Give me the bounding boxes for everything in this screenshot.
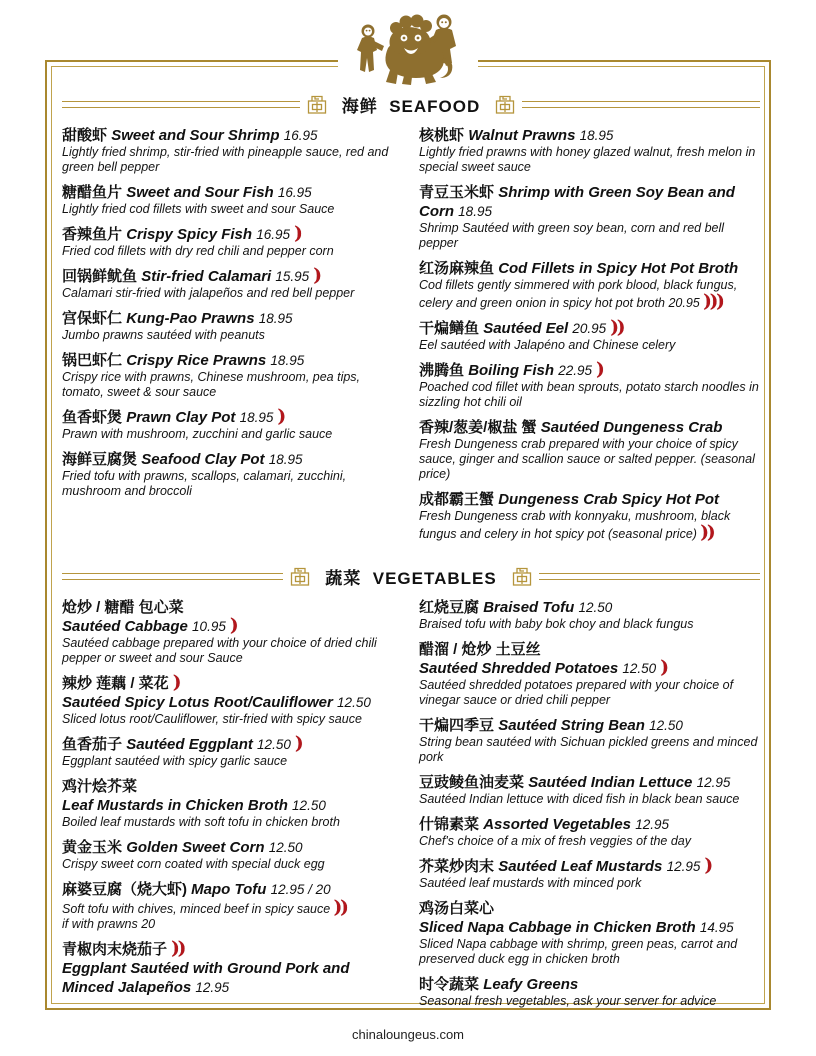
dish-title: [62, 351, 403, 370]
dish-name-en: Sautéed Cabbage: [62, 618, 188, 635]
dish-title: [419, 361, 760, 380]
menu-item: [62, 880, 403, 932]
dish-name-zh: 干煸四季豆: [419, 717, 495, 734]
dish-price: 18.95: [258, 311, 293, 326]
dish-price: 16.95: [283, 128, 318, 143]
lattice-ornament-icon: [511, 567, 533, 587]
dish-price: 12.95: [635, 817, 669, 832]
menu-item: [419, 716, 760, 765]
dish-name-zh: 黄金玉米: [62, 839, 123, 856]
dish-name-en: Sautéed Spicy Lotus Root/Cauliflower: [62, 694, 333, 711]
menu-column: [419, 126, 760, 550]
dish-name-zh: 锅巴虾仁: [62, 352, 123, 369]
section-header: [62, 564, 760, 589]
chili-pepper-icon: ): [596, 359, 603, 380]
dish-title: [419, 418, 760, 437]
dish-price: 14.95: [699, 920, 734, 935]
dish-name-en: Sweet and Sour Shrimp: [111, 127, 280, 144]
dish-title: [62, 735, 403, 754]
dish-name-zh: 麻婆豆腐（烧大虾): [62, 881, 187, 898]
dish-price: 12.95: [696, 775, 731, 790]
section-seafood: [62, 92, 760, 550]
dish-description: Lightly fried cod fillets with sweet and sour Sauce: [62, 202, 335, 216]
dish-name-en: Golden Sweet Corn: [126, 839, 265, 856]
chili-pepper-icon: ): [313, 265, 320, 286]
dish-name-en: Kung-Pao Prawns: [126, 310, 255, 327]
dish-name-zh: 青豆玉米虾: [419, 184, 495, 201]
section-title: 蔬菜 VEGETABLES: [325, 569, 497, 588]
dish-title-en-line: [62, 796, 403, 815]
dish-title: [62, 225, 403, 244]
dish-name-en: Crispy Rice Prawns: [126, 352, 267, 369]
chili-pepper-icon: ))): [703, 291, 723, 312]
section-columns: [62, 598, 760, 1017]
dish-title: [419, 598, 760, 617]
dish-price: 22.95: [558, 363, 592, 378]
menu-item: [419, 975, 760, 1009]
dish-name-en: Leaf Mustards in Chicken Broth: [62, 797, 288, 814]
menu-item: [62, 225, 403, 259]
dish-description: Sautéed Indian lettuce with diced fish in black bean sauce: [419, 792, 740, 806]
dish-description: Sliced lotus root/Cauliflower, stir-fried with spicy sauce: [62, 712, 362, 726]
chili-pepper-icon: ): [660, 657, 667, 678]
dish-name-zh: 豆豉鲮鱼油麦菜: [419, 774, 525, 791]
menu-item: [419, 126, 760, 175]
dish-price: 12.50: [337, 695, 371, 710]
dish-price: 18.95: [458, 204, 492, 219]
menu-item: [62, 450, 403, 499]
dish-name-en: Sautéed Leaf Mustards: [498, 858, 663, 875]
menu-item: [419, 815, 760, 849]
dish-description: Sautéed shredded potatoes prepared with your choice of vinegar sauce or dried chili pepper: [419, 678, 734, 707]
dish-description: Sautéed leaf mustards with minced pork: [419, 876, 642, 890]
menu-column: [419, 598, 760, 1017]
dish-name-zh: 宫保虾仁: [62, 310, 123, 327]
dish-title-en-line: [62, 959, 403, 997]
dish-price: 18.95: [270, 353, 305, 368]
dish-description: Chef's choice of a mix of fresh veggies of the day: [419, 834, 691, 848]
dish-name-zh: 干煸鳝鱼: [419, 320, 480, 337]
dish-title-zh-line: [62, 777, 403, 796]
menu-sections: [62, 92, 760, 1031]
dish-description: Shrimp Sautéed with green soy bean, corn and red bell pepper: [419, 221, 725, 250]
dish-title: [419, 716, 760, 735]
menu-item: [419, 361, 760, 410]
dish-name-en: Stir-fried Calamari: [141, 268, 272, 285]
menu-item: [419, 259, 760, 311]
menu-item: [419, 640, 760, 708]
menu-item: [419, 490, 760, 542]
dish-description: Crispy sweet corn coated with special duck egg: [62, 857, 325, 871]
dish-description: Seasonal fresh vegetables, ask your server for advice: [419, 994, 717, 1008]
dish-price: 16.95: [256, 227, 291, 242]
dish-price: 12.95: [666, 859, 701, 874]
dish-description: Lightly fried prawns with honey glazed walnut, fresh melon in special sweet sauce: [419, 145, 756, 174]
dish-name-en: Assorted Vegetables: [483, 816, 632, 833]
dish-description: Braised tofu with baby bok choy and black fungus: [419, 617, 694, 631]
header-double-rule: [539, 573, 760, 580]
dish-title-zh-line: [419, 899, 760, 918]
dish-name-en: Eggplant Sautéed with Ground Pork and Minced Jalapeños: [62, 960, 350, 996]
dish-name-zh: 鸡汁烩芥菜: [62, 778, 138, 795]
dish-name-zh: 辣炒 莲藕 / 菜花: [62, 675, 169, 692]
header-double-rule: [62, 573, 283, 580]
dish-title: [62, 309, 403, 328]
menu-column: [62, 126, 403, 550]
dish-name-zh: 沸腾鱼: [419, 362, 465, 379]
dish-description: Soft tofu with chives, minced beef in spicy sauce )): [62, 897, 347, 918]
menu-item: [62, 735, 403, 769]
chili-pepper-icon: ): [704, 855, 712, 876]
dish-name-en: Walnut Prawns: [468, 127, 576, 144]
section-columns: [62, 126, 760, 550]
dish-name-zh: 回锅鲜鱿鱼: [62, 268, 138, 285]
dish-description: Fried tofu with prawns, scallops, calamari, zucchini, mushroom and broccoli: [62, 469, 347, 498]
dish-price: 12.95 / 20: [270, 882, 331, 897]
menu-item: [62, 598, 403, 666]
dish-title: [62, 880, 403, 899]
dish-price: 12.95: [195, 980, 230, 995]
dish-name-en: Sautéed Shredded Potatoes: [419, 660, 619, 677]
dish-title-en-line: [419, 659, 760, 678]
menu-item: [419, 598, 760, 632]
chili-pepper-icon: ): [172, 672, 180, 693]
menu-item: [62, 183, 403, 217]
foo-lion-dance-logo: [338, 8, 478, 86]
chili-pepper-icon: )): [171, 938, 185, 959]
menu-item: [62, 267, 403, 301]
lattice-ornament-icon: [306, 95, 328, 115]
dish-description: Eel sautéed with Jalapéno and Chinese celery: [419, 338, 676, 352]
dish-name-en: Cod Fillets in Spicy Hot Pot Broth: [498, 260, 739, 277]
chili-pepper-icon: ): [230, 615, 237, 636]
dish-name-zh: 糖醋鱼片: [62, 184, 123, 201]
dish-name-zh: 鱼香茄子: [62, 736, 123, 753]
dish-title: [419, 857, 760, 876]
menu-item: [419, 899, 760, 967]
dish-name-en: Sautéed String Bean: [498, 717, 645, 734]
dish-price: 12.50: [268, 840, 303, 855]
dish-description: Fresh Dungeness crab prepared with your choice of spicy sauce, ginger and scallion sauce or salted pepper. (seasonal price): [419, 437, 755, 481]
dish-title: [419, 183, 760, 221]
dish-title-en-line: [62, 693, 403, 712]
menu-item: [419, 857, 760, 891]
dish-name-zh: 芥菜炒肉末: [419, 858, 495, 875]
dish-name-en: Sliced Napa Cabbage in Chicken Broth: [419, 919, 696, 936]
dish-title-zh-line: [62, 940, 403, 959]
dish-title: [62, 408, 403, 427]
dish-name-en: Crispy Spicy Fish: [126, 226, 253, 243]
dish-description: Fresh Dungeness crab with konnyaku, mushroom, black fungus and celery in hot spicy pot (seasonal price) )): [419, 509, 731, 543]
dish-name-en: Boiling Fish: [468, 362, 555, 379]
header-double-rule: [522, 101, 760, 108]
chili-pepper-icon: )): [610, 317, 624, 338]
dish-description: Calamari stir-fried with jalapeños and red bell pepper: [62, 286, 355, 300]
dish-name-en: Sautéed Eel: [483, 320, 569, 337]
menu-item: [62, 309, 403, 343]
menu-item: [62, 126, 403, 175]
dish-name-en: Prawn Clay Pot: [126, 409, 236, 426]
section-title: 海鲜 SEAFOOD: [341, 97, 481, 116]
menu-item: [419, 183, 760, 251]
menu-item: [62, 674, 403, 727]
dish-name-zh: 鱼香虾煲: [62, 409, 123, 426]
dish-price: 12.50: [292, 798, 326, 813]
dish-name-en: Leafy Greens: [483, 976, 579, 993]
menu-item: [419, 319, 760, 353]
section-header: [62, 92, 760, 117]
dish-name-zh: 时令蔬菜: [419, 976, 480, 993]
dish-title-en-line: [419, 918, 760, 937]
dish-description: Prawn with mushroom, zucchini and garlic sauce: [62, 427, 333, 441]
dish-title: [419, 975, 760, 994]
menu-item: [62, 408, 403, 442]
dish-price: 12.50: [622, 661, 657, 676]
dish-price: 12.50: [578, 600, 613, 615]
dish-name-zh: 甜酸虾: [62, 127, 108, 144]
dish-name-en: Sautéed Eggplant: [126, 736, 253, 753]
menu-item: [419, 418, 760, 482]
dish-name-zh: 什锦素菜: [419, 816, 480, 833]
dish-name-zh: 海鲜豆腐煲: [62, 451, 138, 468]
dish-name-en: Sautéed Indian Lettuce: [528, 774, 693, 791]
menu-item: [419, 773, 760, 807]
dish-title: [62, 126, 403, 145]
dish-price: 10.95: [192, 619, 226, 634]
dish-title: [62, 267, 403, 286]
menu-column: [62, 598, 403, 1017]
foo-lion-dance-logo-icon: [352, 8, 464, 86]
dish-name-en: Sautéed Dungeness Crab: [540, 419, 723, 436]
dish-description-extra: if with prawns 20: [62, 917, 156, 931]
dish-name-zh: 香辣鱼片: [62, 226, 123, 243]
chili-pepper-icon: ): [294, 223, 301, 244]
menu-item: [62, 351, 403, 400]
dish-description: Lightly fried shrimp, stir-fried with pineapple sauce, red and green bell pepper: [62, 145, 389, 174]
chili-pepper-icon: )): [333, 897, 347, 918]
dish-name-en: Braised Tofu: [483, 599, 575, 616]
dish-title-en-line: [62, 617, 403, 636]
dish-name-zh: 香辣/葱姜/椒盐 蟹: [419, 419, 537, 436]
website-footer: chinaloungeus.com: [351, 1027, 465, 1042]
dish-name-en: Seafood Clay Pot: [141, 451, 265, 468]
dish-name-en: Shrimp with Green Soy Bean and Corn: [419, 184, 735, 220]
dish-description: Sliced Napa cabbage with shrimp, green peas, carrot and preserved duck egg in chicken broth: [419, 937, 738, 966]
menu-item: [62, 940, 403, 997]
chili-pepper-icon: ): [277, 406, 285, 427]
dish-description: Cod fillets gently simmered with pork blood, black fungus, celery and green onion in spicy hot pot broth 20.95 ))): [419, 278, 738, 312]
dish-title-zh-line: [419, 640, 760, 659]
menu-item: [62, 777, 403, 830]
dish-description: String bean sautéed with Sichuan pickled greens and minced pork: [419, 735, 758, 764]
dish-title: [419, 126, 760, 145]
dish-name-zh: 鸡汤白菜心: [419, 900, 495, 917]
dish-name-zh: 成都霸王蟹: [419, 491, 495, 508]
dish-name-zh: 醋溜 / 炝炒 土豆丝: [419, 641, 541, 658]
dish-title: [419, 815, 760, 834]
dish-title: [419, 773, 760, 792]
dish-price: 18.95: [239, 410, 274, 425]
dish-price: 12.50: [257, 737, 291, 752]
dish-title: [419, 490, 760, 509]
menu-item: [62, 838, 403, 872]
dish-description: Boiled leaf mustards with soft tofu in chicken broth: [62, 815, 340, 829]
lattice-ornament-icon: [494, 95, 516, 115]
dish-price: 15.95: [275, 269, 310, 284]
dish-name-zh: 炝炒 / 糖醋 包心菜: [62, 599, 184, 616]
dish-name-zh: 红汤麻辣鱼: [419, 260, 495, 277]
dish-description: Eggplant sautéed with spicy garlic sauce: [62, 754, 288, 768]
dish-description: Crispy rice with prawns, Chinese mushroom, pea tips, tomato, sweet & sour sauce: [62, 370, 361, 399]
dish-title: [62, 838, 403, 857]
chili-pepper-icon: ): [295, 733, 302, 754]
dish-title-zh-line: [62, 674, 403, 693]
dish-description: Jumbo prawns sautéed with peanuts: [62, 328, 265, 342]
dish-description: Fried cod fillets with dry red chili and pepper corn: [62, 244, 334, 258]
dish-name-zh: 青椒肉末烧茄子: [62, 941, 168, 958]
lattice-ornament-icon: [289, 567, 311, 587]
dish-name-en: Dungeness Crab Spicy Hot Pot: [498, 491, 720, 508]
dish-price: 18.95: [268, 452, 303, 467]
dish-name-zh: 红烧豆腐: [419, 599, 480, 616]
dish-description: Poached cod fillet with bean sprouts, potato starch noodles in sizzling hot chili oil: [419, 380, 759, 409]
header-double-rule: [62, 101, 300, 108]
dish-price: 12.50: [649, 718, 683, 733]
chili-pepper-icon: )): [700, 522, 714, 543]
dish-title: [419, 259, 760, 278]
dish-price: 18.95: [579, 128, 614, 143]
dish-title: [62, 450, 403, 469]
dish-title: [62, 183, 403, 202]
section-vegetables: [62, 564, 760, 1017]
dish-name-en: Sweet and Sour Fish: [126, 184, 274, 201]
dish-name-zh: 核桃虾: [419, 127, 465, 144]
dish-price: 20.95: [572, 321, 607, 336]
dish-price: 16.95: [277, 185, 312, 200]
dish-title: [419, 319, 760, 338]
dish-name-en: Mapo Tofu: [191, 881, 267, 898]
dish-description: Sautéed cabbage prepared with your choice of dried chili pepper or sweet and sour Sauce: [62, 636, 377, 665]
